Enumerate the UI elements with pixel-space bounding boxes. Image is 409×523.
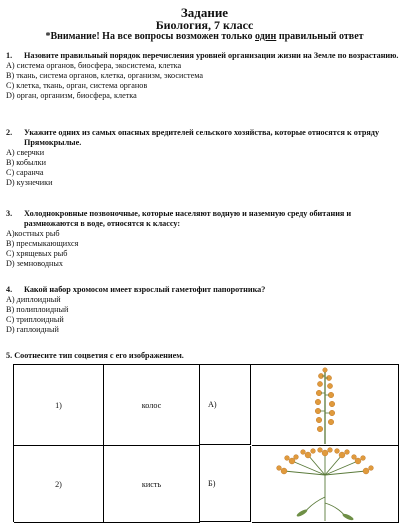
question-4-title <box>6 285 401 295</box>
question-number: 4. <box>6 285 13 294</box>
answer-option: С) саранча <box>6 168 44 177</box>
table-cell-letter <box>200 365 251 445</box>
answer-option: В) ткань, система органов, клетка, организм, экосистема <box>6 71 203 80</box>
answer-option: С) хрящевых рыб <box>6 249 68 258</box>
answer-option: D) земноводных <box>6 259 64 268</box>
answer-option: С) триплоидный <box>6 315 64 324</box>
row-number: 1) <box>55 400 62 410</box>
answer-option: А) система органов, биосфера, экосистема, клетка <box>6 61 182 70</box>
question-number: 2. <box>6 128 13 137</box>
question-number: 3. <box>6 209 13 218</box>
instruction-note <box>0 31 409 42</box>
answer-option: В) пресмыкающихся <box>6 239 79 248</box>
question-text: Укажите одних из самых опасных вредителей сельского хозяйства, которые относятся к отряду Прямокрылые. <box>24 128 380 147</box>
question-4 <box>6 285 401 335</box>
table-cell-image <box>252 365 399 446</box>
question-2-title <box>6 128 401 148</box>
question-5-title: 5. Соотнесите тип соцветия с его изображением. <box>6 351 184 360</box>
raceme-inflorescence-image <box>270 447 380 521</box>
question-1-title <box>6 51 401 61</box>
question-text: Какой набор хромосом имеет взрослый гаметофит папоротника? <box>24 285 266 294</box>
question-3 <box>6 209 401 269</box>
answer-option: В) кобылки <box>6 158 47 167</box>
image-letter: А) <box>208 400 217 409</box>
answer-option: D) гаплоидный <box>6 325 59 334</box>
page-subtitle: Биология, 7 класс <box>155 18 254 32</box>
answer-option: А) сверчки <box>6 148 45 157</box>
question-3-title <box>6 209 401 229</box>
table-cell-name <box>104 446 200 523</box>
page-title: Задание <box>180 5 229 20</box>
table-cell-name <box>104 365 200 446</box>
inflorescence-name: кисть <box>141 479 162 489</box>
row-number: 2) <box>55 479 62 489</box>
answer-option: А) диплоидный <box>6 295 61 304</box>
image-letter: Б) <box>208 479 216 488</box>
spike-inflorescence-image <box>295 366 355 444</box>
table-cell-image <box>252 446 399 523</box>
question-2 <box>6 128 401 188</box>
instruction-part-2: правильный ответ <box>276 31 364 42</box>
instruction-part-1: *Внимание! На все вопросы возможен только <box>45 31 256 42</box>
matching-table <box>13 364 399 522</box>
answer-option: В) полиплоидный <box>6 305 69 314</box>
answer-option: С) клетка, ткань, орган, система органов <box>6 81 148 90</box>
answer-option: D) орган, организм, биосфера, клетка <box>6 91 137 100</box>
question-text: Холоднокровные позвоночные, которые населяют водную и наземную среду обитания и размножаются в воде, относятся к классу: <box>24 209 352 228</box>
table-cell-letter <box>200 446 251 522</box>
instruction-underlined-word: один <box>255 31 277 42</box>
table-cell-number <box>14 365 104 446</box>
answer-option: D) кузнечики <box>6 178 53 187</box>
table-cell-number <box>14 446 104 523</box>
answer-option: А)костных рыб <box>6 229 60 238</box>
inflorescence-name: колос <box>141 400 162 410</box>
question-number: 1. <box>6 51 13 60</box>
question-1 <box>6 51 401 101</box>
question-text: Назовите правильный порядок перечисления уровней организации жизни на Земле по возрастанию. <box>24 51 399 60</box>
